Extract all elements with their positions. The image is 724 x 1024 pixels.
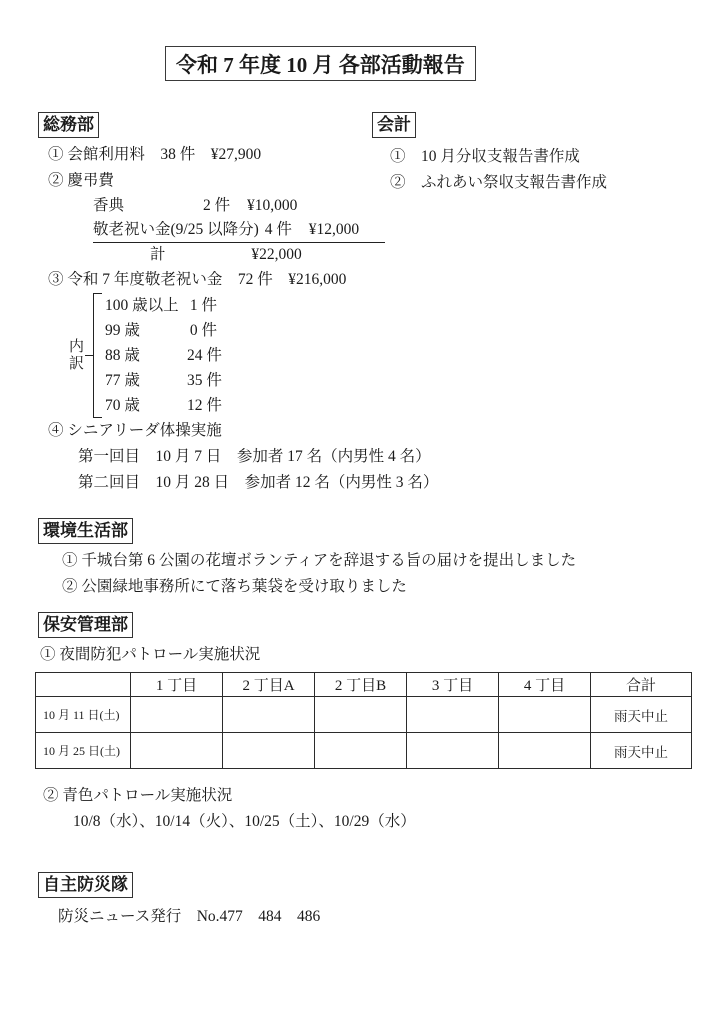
soumu-item-2: ② 慶弔費 [48,172,114,189]
date-cell: 10 月 11 日(土) [36,697,131,733]
kaikei-item-1: ① 10 月分収支報告書作成 [390,148,580,165]
breakdown-count: 1 件 [189,297,217,314]
empty-cell [315,697,407,733]
breakdown-count: 35 件 [187,372,222,389]
blue-patrol-dates: 10/8（水）、10/14（火）、10/25（土）、10/29（水） [73,813,416,830]
empty-cell [223,733,315,769]
keirou-amount: ¥12,000 [308,221,360,238]
empty-cell [131,697,223,733]
empty-cell [407,733,499,769]
soumu-item-4: ④ シニアリーダ体操実施 [48,422,222,439]
empty-cell [131,733,223,769]
patrol-table-row [36,733,692,769]
empty-cell [407,697,499,733]
breakdown-count: 12 件 [187,397,222,414]
taisou-session-1: 第一回目 10 月 7 日 参加者 17 名（内男性 4 名） [78,448,431,465]
header-cell-empty [36,673,131,697]
breakdown-bracket [93,293,102,418]
kouden-label: 香典 [93,197,125,214]
subtotal-row [93,243,385,267]
breakdown-label: 内訳 [68,338,84,372]
breakdown-age: 70 歳 [105,397,140,414]
kouden-count: 2 件 [203,197,231,214]
date-cell: 10 月 25 日(土) [36,733,131,769]
section-hoan [35,612,692,835]
taisou-session-2: 第二回目 10 月 28 日 参加者 12 名（内男性 3 名） [78,474,439,491]
breakdown-age: 88 歳 [105,347,140,364]
empty-cell [223,697,315,733]
subtotal-amount: ¥22,000 [251,246,302,263]
page-title [165,46,476,81]
breakdown-row [105,293,222,318]
breakdown-row [105,393,222,418]
header-cell-chome4: 4 丁目 [499,673,591,697]
section-kankyo [38,518,576,600]
breakdown-block [68,293,438,418]
hoan-item-1: ① 夜間防犯パトロール実施状況 [40,646,261,663]
section-bousai [38,872,320,930]
breakdown-count: 24 件 [187,347,222,364]
header-cell-chome2a: 2 丁目A [223,673,315,697]
section-kaikei [372,112,607,196]
patrol-table [35,672,692,769]
empty-cell [499,697,591,733]
subtotal-label: 計 [150,246,166,263]
breakdown-tick [85,355,93,357]
breakdown-row [105,343,222,368]
hoan-item-2: ② 青色パトロール実施状況 [43,787,233,804]
header-cell-chome3: 3 丁目 [407,673,499,697]
breakdown-row [105,318,222,343]
section-header-kaikei: 会計 [372,112,416,138]
page-title-text: 令和 7 年度 10 月 各部活動報告 [176,52,465,77]
status-cell: 雨天中止 [591,697,692,733]
soumu-item-3: ③ 令和 7 年度敬老祝い金 72 件 ¥216,000 [48,271,347,288]
section-header-hoan: 保安管理部 [38,612,133,638]
keirou-count: 4 件 [264,221,292,238]
soumu-item-1: ① 会館利用料 38 件 ¥27,900 [48,146,262,163]
breakdown-age: 77 歳 [105,372,140,389]
header-cell-chome2b: 2 丁目B [315,673,407,697]
keichouhi-subtable [93,194,385,267]
breakdown-age: 99 歳 [105,322,140,339]
kankyo-item-2: ② 公園緑地事務所にて落ち葉袋を受け取りました [62,578,407,595]
patrol-table-header-row [36,673,692,697]
section-header-soumu: 総務部 [38,112,99,138]
patrol-table-row [36,697,692,733]
kouden-row [93,194,385,218]
breakdown-age: 100 歳以上 [105,297,179,314]
kaikei-item-2: ② ふれあい祭収支報告書作成 [390,174,608,191]
kouden-amount: ¥10,000 [247,197,298,214]
empty-cell [499,733,591,769]
header-cell-total: 合計 [591,673,692,697]
breakdown-count: 0 件 [189,322,217,339]
bousai-item-1: 防災ニュース発行 No.477 484 486 [58,908,321,925]
section-header-bousai: 自主防災隊 [38,872,133,898]
status-cell: 雨天中止 [591,733,692,769]
keirou-row [93,218,385,243]
keirou-label: 敬老祝い金(9/25 以降分) [93,221,259,238]
header-cell-chome1: 1 丁目 [131,673,223,697]
breakdown-row [105,368,222,393]
empty-cell [315,733,407,769]
breakdown-rows [105,293,222,418]
section-header-kankyo: 環境生活部 [38,518,133,544]
kankyo-item-1: ① 千城台第 6 公園の花壇ボランティアを辞退する旨の届けを提出しました [62,552,577,569]
